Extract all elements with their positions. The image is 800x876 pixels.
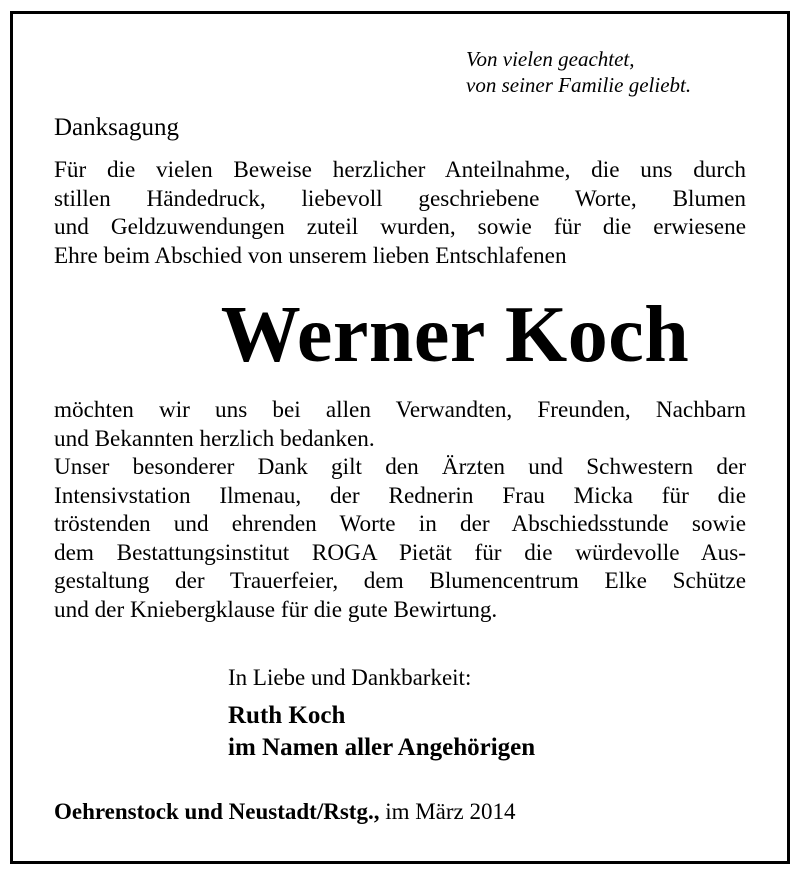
motto-line-1: Von vielen geachtet, xyxy=(466,47,635,71)
place: Oehrenstock und Neustadt/Rstg., xyxy=(54,799,380,824)
paragraph-line: gestaltung der Trauerfeier, dem Blumencentrum Elke Schütze xyxy=(54,568,746,594)
paragraph-line: möchten wir uns bei allen Verwandten, Freunden, Nachbarn xyxy=(54,397,746,423)
paragraph-line: stillen Händedruck, liebevoll geschriebene Worte, Blumen xyxy=(54,185,746,212)
paragraph-line: Unser besonderer Dank gilt den Ärzten und Schwestern der xyxy=(54,454,746,480)
place-and-date xyxy=(54,798,516,826)
motto-line-2: von seiner Familie geliebt. xyxy=(466,73,692,97)
signer xyxy=(228,700,535,764)
paragraph-line: und Bekannten herzlich bedanken. xyxy=(54,425,375,452)
heading: Danksagung xyxy=(54,114,179,141)
paragraph-line: Ehre beim Abschied von unserem lieben Entschlafenen xyxy=(54,242,567,269)
paragraph-line: und der Kniebergklause für die gute Bewirtung. xyxy=(54,596,498,623)
motto xyxy=(466,46,691,98)
paragraph-line: Für die vielen Beweise herzlicher Anteilnahme, die uns durch xyxy=(54,157,746,183)
paragraph-line: Intensivstation Ilmenau, der Rednerin Frau Micka für die xyxy=(54,482,746,509)
paragraph-line: tröstenden und ehrenden Worte in der Abschiedsstunde sowie xyxy=(54,511,746,537)
thanks-paragraph xyxy=(54,156,746,270)
date: im März 2014 xyxy=(385,799,516,824)
closing-phrase: In Liebe und Dankbarkeit: xyxy=(228,665,472,690)
paragraph-line: und Geldzuwendungen zuteil wurden, sowie für die erwiesene xyxy=(54,214,746,240)
signer-note: im Namen aller Angehörigen xyxy=(228,734,536,761)
signer-name: Ruth Koch xyxy=(228,702,346,729)
paragraph-line: dem Bestattungsinstitut ROGA Pietät für die würdevolle Aus- xyxy=(54,539,746,566)
gratitude-paragraph xyxy=(54,396,746,624)
deceased-name: Werner Koch xyxy=(220,291,690,379)
